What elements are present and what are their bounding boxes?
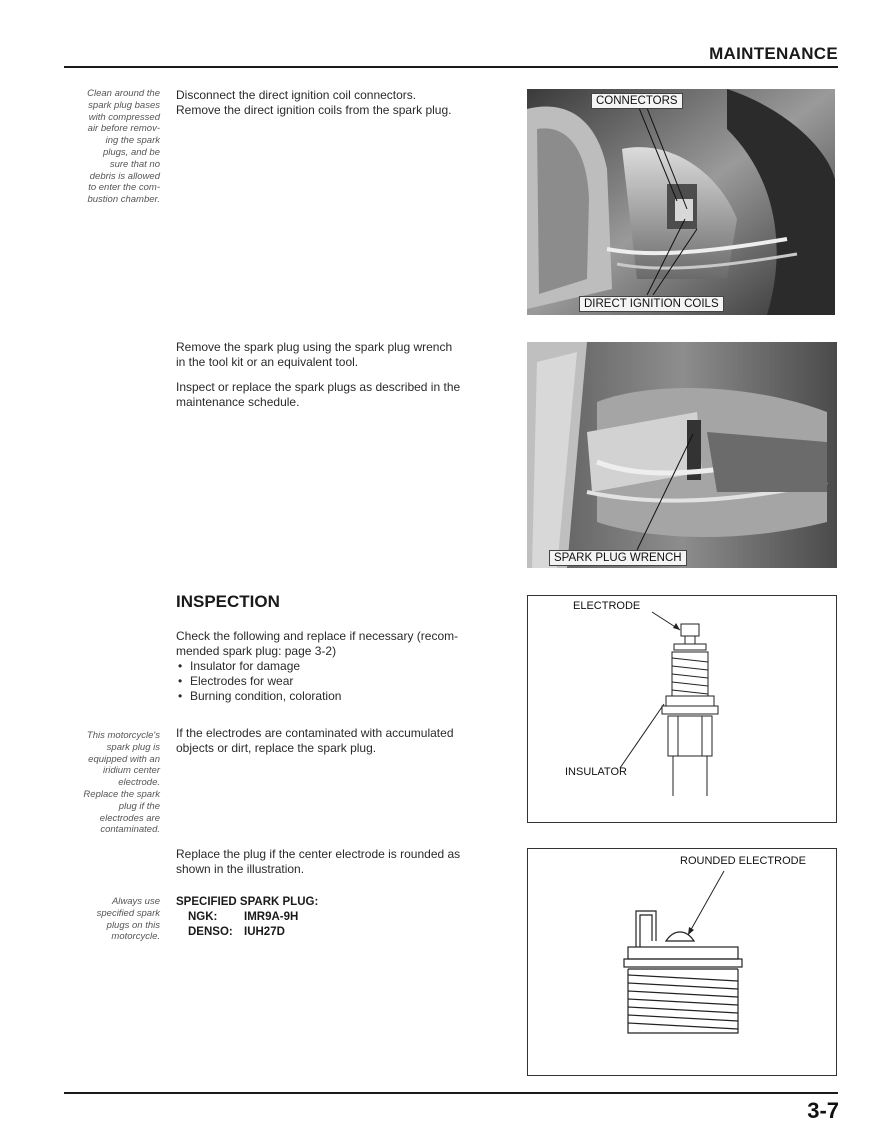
instruction-line: If the electrodes are contaminated with accumulated [176,726,454,740]
spark-plug-wrench-photo-image [527,342,837,568]
sidenote-line: motorcycle. [111,931,160,943]
callout-direct-ignition-coils: DIRECT IGNITION COILS [579,296,724,312]
sidenote-line: plugs on this [106,919,160,931]
callout-spark-plug-wrench: SPARK PLUG WRENCH [549,550,687,566]
inspection-heading: INSPECTION [176,592,280,611]
instruction-line: Replace the plug if the center electrode is rounded as [176,847,461,861]
coil-instructions [176,88,516,118]
instruction-line: Check the following and replace if necessary (recom- [176,629,459,643]
sidenote-line: electrodes are [99,812,160,824]
sidenote-iridium [60,730,160,836]
instruction-line: Remove the direct ignition coils from the spark plug. [176,103,452,117]
sidenote-line: Always use [111,896,160,907]
sidenote-line: equipped with an [88,753,160,765]
instruction-line: Disconnect the direct ignition coil connectors. [176,88,417,102]
label-rounded-electrode: ROUNDED ELECTRODE [680,855,806,867]
sidenote-line: plug if the [118,800,160,812]
label-electrode: ELECTRODE [573,600,641,612]
instruction-line: mended spark plug: page 3-2) [176,644,337,658]
sidenote-always-use [60,896,160,943]
sidenote-line: specified spark [96,907,160,919]
section-title: MAINTENANCE [709,44,838,63]
sidenote-line: bustion chamber. [87,194,160,206]
inspection-checklist [176,629,516,704]
sidenote-line: with compressed [88,111,160,123]
rounded-electrode-diagram [527,848,837,1076]
instruction-line: maintenance schedule. [176,395,300,409]
sidenote-line: Replace the spark [83,788,160,800]
header-rule [64,66,838,68]
spec-title: SPECIFIED SPARK PLUG: [176,896,319,908]
spark-plug-diagram [527,595,837,823]
spec-value: IUH27D [244,926,285,938]
instruction-line: Remove the spark plug using the spark plug wrench [176,340,453,354]
rounded-electrode-diagram-image [528,849,836,1075]
contamination-text [176,726,516,756]
sidenote-line: spark plug is [106,741,160,753]
ignition-coil-photo [527,89,835,315]
sidenote-line: iridium center [102,765,160,777]
sidenote-line: debris is allowed [89,170,160,182]
spark-plug-diagram-image [528,596,836,822]
check-item: • Burning condition, coloration [176,689,516,704]
instruction-line: in the tool kit or an equivalent tool. [176,355,359,369]
spec-label: NGK: [188,911,218,923]
sidenote-line: air before remov- [87,123,160,135]
spec-row-denso [176,925,318,940]
instruction-line: Inspect or replace the spark plugs as described in the [176,380,461,394]
sidenote-line: contaminated. [100,824,160,836]
sidenote-clean-around [60,88,160,206]
sidenote-line: Clean around the [87,88,160,99]
specified-spark-plug [176,895,318,940]
check-item: • Electrodes for wear [176,674,516,689]
sidenote-line: spark plug bases [88,99,160,111]
sidenote-line: electrode. [118,777,160,789]
callout-connectors: CONNECTORS [591,93,683,109]
spark-plug-removal-text [176,340,516,410]
rounded-electrode-text [176,847,516,877]
page-number: 3-7 [807,1098,839,1123]
spec-label: DENSO: [188,926,233,938]
instruction-line: shown in the illustration. [176,862,305,876]
sidenote-line: to enter the com- [88,182,160,194]
label-insulator: INSULATOR [565,766,627,778]
spec-row-ngk [176,910,318,925]
sidenote-line: ing the spark [105,135,160,147]
footer-rule [64,1092,838,1094]
check-list [176,659,516,704]
sidenote-line: sure that no [109,158,160,170]
ignition-coil-photo-image [527,89,835,315]
sidenote-line: This motorcycle's [86,730,160,741]
spec-value: IMR9A-9H [244,911,299,923]
spark-plug-wrench-photo [527,342,837,568]
check-item: • Insulator for damage [176,659,516,674]
sidenote-line: plugs, and be [102,146,160,158]
instruction-line: objects or dirt, replace the spark plug. [176,741,377,755]
